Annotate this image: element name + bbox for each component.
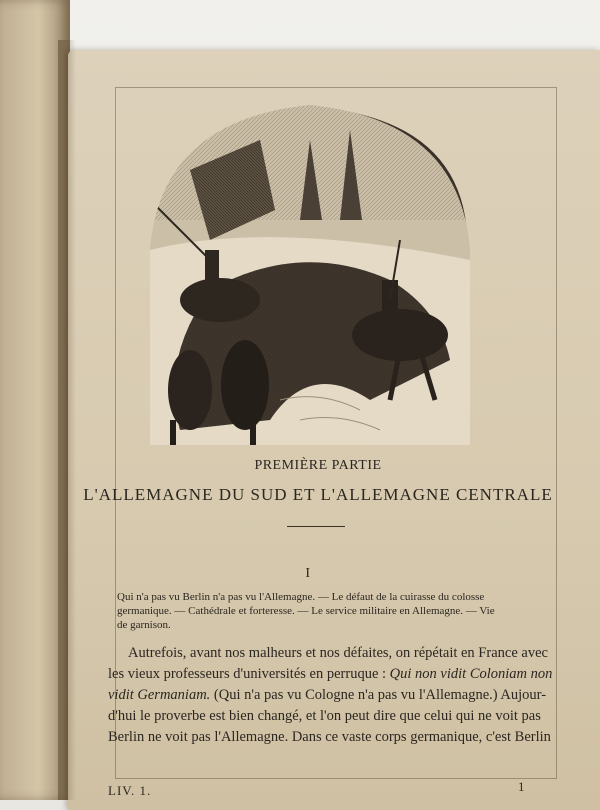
cavalry-escorting-prisoners-icon	[150, 100, 470, 445]
body-text-run: (Qui n'a pas vu Cologne n'a pas vu l'Allemagne.) Aujour-	[210, 687, 547, 703]
body-text-run: les vieux professeurs d'universités en perruque :	[108, 666, 390, 682]
body-line: d'hui le proverbe est bien changé, et l'on peut dire que celui qui ne voit pas	[108, 708, 541, 724]
signature-mark: LIV. 1.	[108, 783, 152, 798]
body-line: Berlin ne voit pas l'Allemagne. Dans ce vaste corps germanique, c'est Berlin	[108, 729, 551, 745]
page-number: 1	[518, 779, 525, 794]
chapter-number: I	[305, 566, 311, 581]
body-line	[108, 664, 553, 685]
part-label: PREMIÈRE PARTIE	[254, 458, 382, 473]
latin-quote: vidit Germaniam.	[108, 687, 211, 703]
latin-quote: Qui non vidit Coloniam non	[389, 666, 553, 682]
summary-line: de garnison.	[117, 619, 171, 631]
title-rule-divider	[287, 526, 345, 527]
engraved-illustration	[150, 100, 470, 445]
body-line	[108, 685, 547, 706]
summary-line: germanique. — Cathédrale et forteresse. — Le service militaire en Allemagne. — Vie	[117, 605, 495, 617]
summary-line: Qui n'a pas vu Berlin n'a pas vu l'Allemagne. — Le défaut de la cuirasse du colosse	[117, 591, 485, 603]
body-paragraph	[108, 643, 553, 748]
chapter-summary	[117, 590, 535, 632]
part-title: L'ALLEMAGNE DU SUD ET L'ALLEMAGNE CENTRALE	[83, 485, 553, 504]
spine-shadow	[58, 40, 76, 800]
body-line: Autrefois, avant nos malheurs et nos défaites, on répétait en France avec	[128, 645, 548, 661]
